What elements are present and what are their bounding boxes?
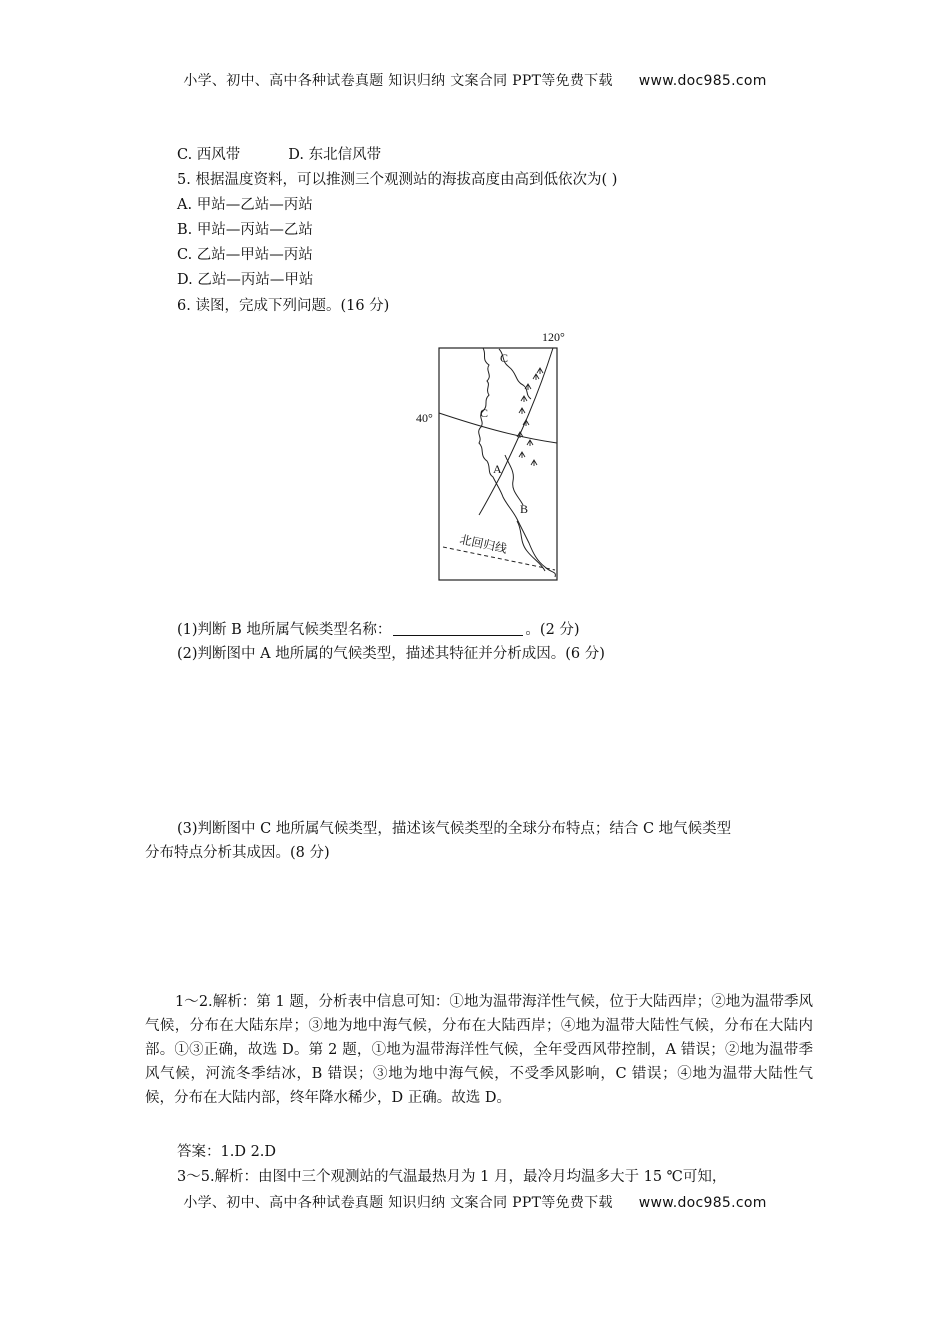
- q4-options: [177, 145, 381, 165]
- footer-site[interactable]: www.doc985.com: [638, 1195, 767, 1211]
- map-lon-label: 120°: [542, 330, 565, 344]
- q5-option-a: A. 甲站—乙站—丙站: [177, 197, 313, 213]
- q5-option-b: B. 甲站—丙站—乙站: [177, 222, 313, 238]
- page-header: [0, 70, 950, 90]
- analysis-1-2-text: 1～2.解析：第 1 题，分析表中信息可知：①地为温带海洋性气候，位于大陆西岸；②地为温带季风气候，分布在大陆东岸；③地为地中海气候，分布在大陆西岸；④地为温带大陆性气候，分布在大陆内部。①③正确，故选 D。第 2 题，①地为温带海洋性气候，全年受西风带控制，A 错误；②地为温带季风气候，河流冬季结冰，B 错误；③地为地中海气候，不受季风影响，C 错误；④地为温带大陆性气候，分布在大陆内部，终年降水稀少，D 正确。故选 D。: [145, 994, 813, 1106]
- q6-sub2: (2)判断图中 A 地所属的气候类型，描述其特征并分析成因。(6 分): [177, 646, 605, 662]
- q6-sub1-blank[interactable]: [393, 621, 523, 636]
- footer-text: 小学、初中、高中各种试卷真题 知识归纳 文案合同 PPT等免费下载: [183, 1195, 613, 1211]
- page-footer: [0, 1192, 950, 1212]
- q5-option-c: C. 乙站—甲站—丙站: [177, 247, 313, 263]
- header-text: 小学、初中、高中各种试卷真题 知识归纳 文案合同 PPT等免费下载: [183, 73, 613, 89]
- q6-map-figure: [405, 325, 580, 585]
- q6-sub3-line2: 分布特点分析其成因。(8 分): [145, 845, 330, 861]
- q4-option-c: C. 西风带: [177, 147, 241, 163]
- tropic-label: 北回归线: [458, 532, 509, 556]
- map-label-c-top: C: [500, 351, 509, 365]
- map-label-c-mid: C: [480, 406, 489, 420]
- header-site[interactable]: www.doc985.com: [638, 73, 767, 89]
- q6-stem: 6. 读图，完成下列问题。(16 分): [177, 298, 390, 314]
- analysis-3-5: 3～5.解析：由图中三个观测站的气温最热月为 1 月，最冷月均温多大于 15 ℃可知，: [177, 1169, 727, 1185]
- map-label-a: A: [493, 462, 502, 476]
- analysis-1-2: [145, 990, 813, 1110]
- q6-sub1-text: (1)判断 B 地所属气候类型名称：: [177, 622, 392, 638]
- q6-sub1: [177, 620, 580, 640]
- q4-option-d: D. 东北信风带: [288, 147, 382, 163]
- map-lat-label: 40°: [416, 411, 433, 425]
- map-label-b: B: [520, 502, 529, 516]
- q5-stem: 5. 根据温度资料，可以推测三个观测站的海拔高度由高到低依次为( ): [177, 172, 618, 188]
- answer-line: 答案：1.D 2.D: [177, 1144, 277, 1160]
- q6-sub1-score: 。(2 分): [525, 622, 580, 638]
- q6-sub3-line1: (3)判断图中 C 地所属气候类型，描述该气候类型的全球分布特点；结合 C 地气候类型: [177, 821, 732, 837]
- q5-option-d: D. 乙站—丙站—甲站: [177, 272, 314, 288]
